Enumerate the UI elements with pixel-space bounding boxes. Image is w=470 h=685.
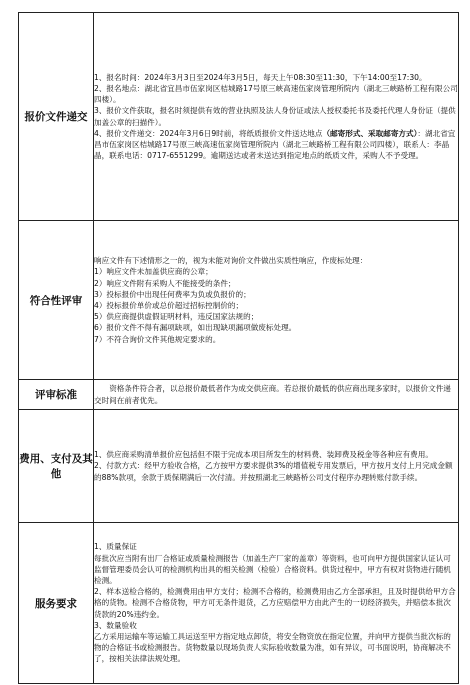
procurement-requirements-table [18, 12, 459, 684]
service-line: 3、数量验收 [94, 620, 137, 630]
table-row [19, 410, 459, 523]
fees-content [94, 410, 459, 523]
service-content [94, 523, 459, 684]
service-line: 每批次应当附有出厂合格证或质量检测报告（加盖生产厂家的盖章）等资料，也可向甲方提供国家认证认可监督管理委员会认可的检测机构出具的相关检测（检验）合格资料。供货过程中，甲方有权对货物进行随机检测。 [94, 553, 451, 585]
table-row [19, 13, 459, 221]
service-line: 乙方采用运输车等运输工具运送至甲方指定地点卸货，将安全物资放在指定位置，并向甲方提供当批次标的物的合格证书或检测报告。货物数量以现场负责人实际验收数量为准，如有异议，可书面说明，协商解决不了，按相关法律法规处理。 [94, 632, 451, 664]
fees-line: 2、付款方式：经甲方验收合格，乙方按甲方要求提供3%的增值税专用发票后，甲方按月支付上月完成金额的88%款项，余款于质保期满后一次付清。并按照湖北三峡路桥公司支付程序办理转账付款手续。 [94, 461, 453, 482]
table-row [19, 380, 459, 410]
compliance-line: 7）不符合询价文件其他规定要求的。 [94, 334, 221, 344]
submission-line-4a: 4、报价文件递交：2024年3月6日9时前，将纸质报价文件送达地点 [94, 128, 323, 138]
row-label-compliance: 符合性评审 [19, 221, 94, 380]
row-label-criteria: 评审标准 [19, 380, 94, 410]
compliance-line: 6）报价文件不得有漏项缺项，如出现缺项漏项做废标处理。 [94, 323, 297, 333]
criteria-text: 资格条件符合者，以总报价最低者作为成交供应商。若总报价最低的供应商出现多家时，以报价文件递交时间在前者优先。 [94, 384, 451, 405]
row-label-submission: 报价文件递交 [19, 13, 94, 221]
submission-line-4 [94, 128, 458, 162]
submission-method-emphasis: （邮寄形式、采取邮寄方式） [322, 128, 418, 138]
submission-line-4b: ：湖北省宜昌市伍家岗区桔城路17号原三峡高速伍家岗管理所院内（湖北三峡路桥工程有限公司四楼），联系人：李晶晶，联系电话：0717-6551299。逾期送达或者未送达到指定地点的纸质文件，采购人不予受理。 [94, 128, 456, 161]
compliance-line: 1）响应文件未加盖供应商的公章； [94, 267, 213, 277]
row-label-fees: 费用、支付及其他 [19, 410, 94, 523]
submission-line: 1、报名时间：2024年3月3日至2024年3月5日，每天上午08:30至11:30，下午14:00至17:30。 [94, 72, 427, 82]
submission-line: 2、报名地点：湖北省宜昌市伍家岗区桔城路17号原三峡高速伍家岗管理所院内（湖北三峡路桥工程有限公司四楼）。 [94, 83, 458, 105]
submission-content [94, 13, 459, 221]
table-row [19, 523, 459, 684]
row-label-service: 服务要求 [19, 523, 94, 684]
compliance-line: 响应文件有下述情形之一的，视为未能对询价文件做出实质性响应，作废标处理： [94, 256, 368, 266]
submission-line: 3、报价文件获取，报名时须提供有效的营业执照及法人身份证或法人授权委托书及委托代理人身份证（提供加盖公章的扫描件）。 [94, 106, 456, 127]
compliance-content [94, 221, 459, 380]
service-line: 1、质量保证 [94, 542, 137, 552]
compliance-line: 4）投标报价单价或总价超过招标控制价的； [94, 301, 244, 310]
fees-line: 1、供应商采购清单报价应包括但不限于完成本项目所发生的材料费、装卸费及税金等各种应有费用。 [94, 450, 433, 460]
compliance-line: 2）响应文件附有采购人不能接受的条件； [94, 278, 236, 288]
compliance-line: 5）供应商提供虚假证明材料，违反国家法规的； [94, 312, 259, 322]
compliance-line: 3）投标报价中出现任何费率为负或负报价的； [94, 289, 251, 299]
criteria-content [94, 380, 459, 410]
service-line: 2、样本送检合格的，检测费用由甲方支付；检测不合格的，检测费用由乙方全部承担，且及时提供给甲方合格的货物。检测不合格货物，甲方可无条件退货，乙方应赔偿甲方由此产生的一切经济损失，并赔偿本批次货款的20%违约金。 [94, 587, 456, 619]
table-row [19, 221, 459, 380]
